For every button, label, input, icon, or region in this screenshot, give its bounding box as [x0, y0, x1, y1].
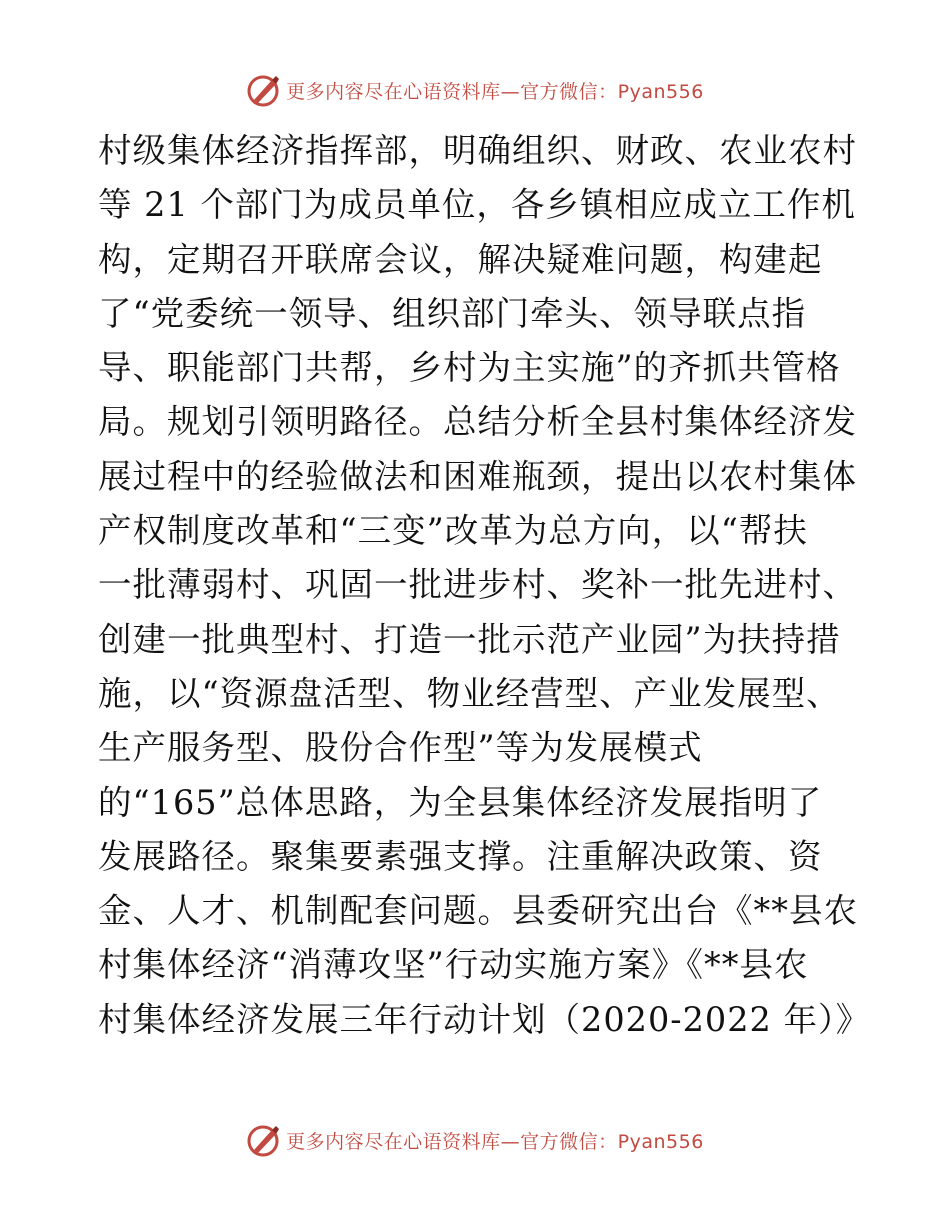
document-body	[98, 124, 871, 1047]
footer-banner	[0, 1120, 950, 1160]
header-banner-text: 更多内容尽在心语资料库—官方微信：Pyan556	[286, 80, 704, 103]
body-line-6: 局。规划引领明路径。总结分析全县村集体经济发	[98, 402, 857, 442]
body-line-7: 展过程中的经验做法和困难瓶颈，提出以农村集体	[98, 456, 857, 496]
pen-logo-icon	[246, 72, 282, 108]
body-line-17: 村集体经济发展三年行动计划（2020-2022 年）》	[98, 999, 871, 1039]
body-line-4: 了“党委统一领导、组织部门牵头、领导联点指	[98, 293, 807, 333]
body-line-13: 的“165”总体思路，为全县集体经济发展指明了	[98, 782, 823, 822]
body-line-14: 发展路径。聚集要素强支撑。注重解决政策、资	[98, 836, 823, 876]
body-line-12: 生产服务型、股份合作型”等为发展模式	[98, 728, 703, 768]
body-line-3: 构，定期召开联席会议，解决疑难问题，构建起	[98, 239, 823, 279]
body-line-9: 一批薄弱村、巩固一批进步村、奖补一批先进村、	[98, 565, 857, 605]
body-line-1: 村级集体经济指挥部，明确组织、财政、农业农村	[98, 131, 857, 170]
pen-logo-icon	[246, 1122, 282, 1158]
body-line-11: 施，以“资源盘活型、物业经营型、产业发展型、	[98, 673, 841, 713]
footer-banner-text: 更多内容尽在心语资料库—官方微信：Pyan556	[286, 1130, 704, 1153]
body-line-5: 导、职能部门共帮，乡村为主实施”的齐抓共管格	[98, 348, 841, 388]
body-line-8: 产权制度改革和“三变”改革为总方向，以“帮扶	[98, 511, 808, 551]
body-line-10: 创建一批典型村、打造一批示范产业园”为扶持措	[98, 619, 841, 659]
body-line-2: 等 21 个部门为成员单位，各乡镇相应成立工作机	[98, 185, 856, 225]
body-line-16: 村集体经济“消薄攻坚”行动实施方案》《**县农	[98, 945, 809, 985]
body-line-15: 金、人才、机制配套问题。县委研究出台《**县农	[98, 891, 858, 931]
header-banner	[0, 70, 950, 110]
